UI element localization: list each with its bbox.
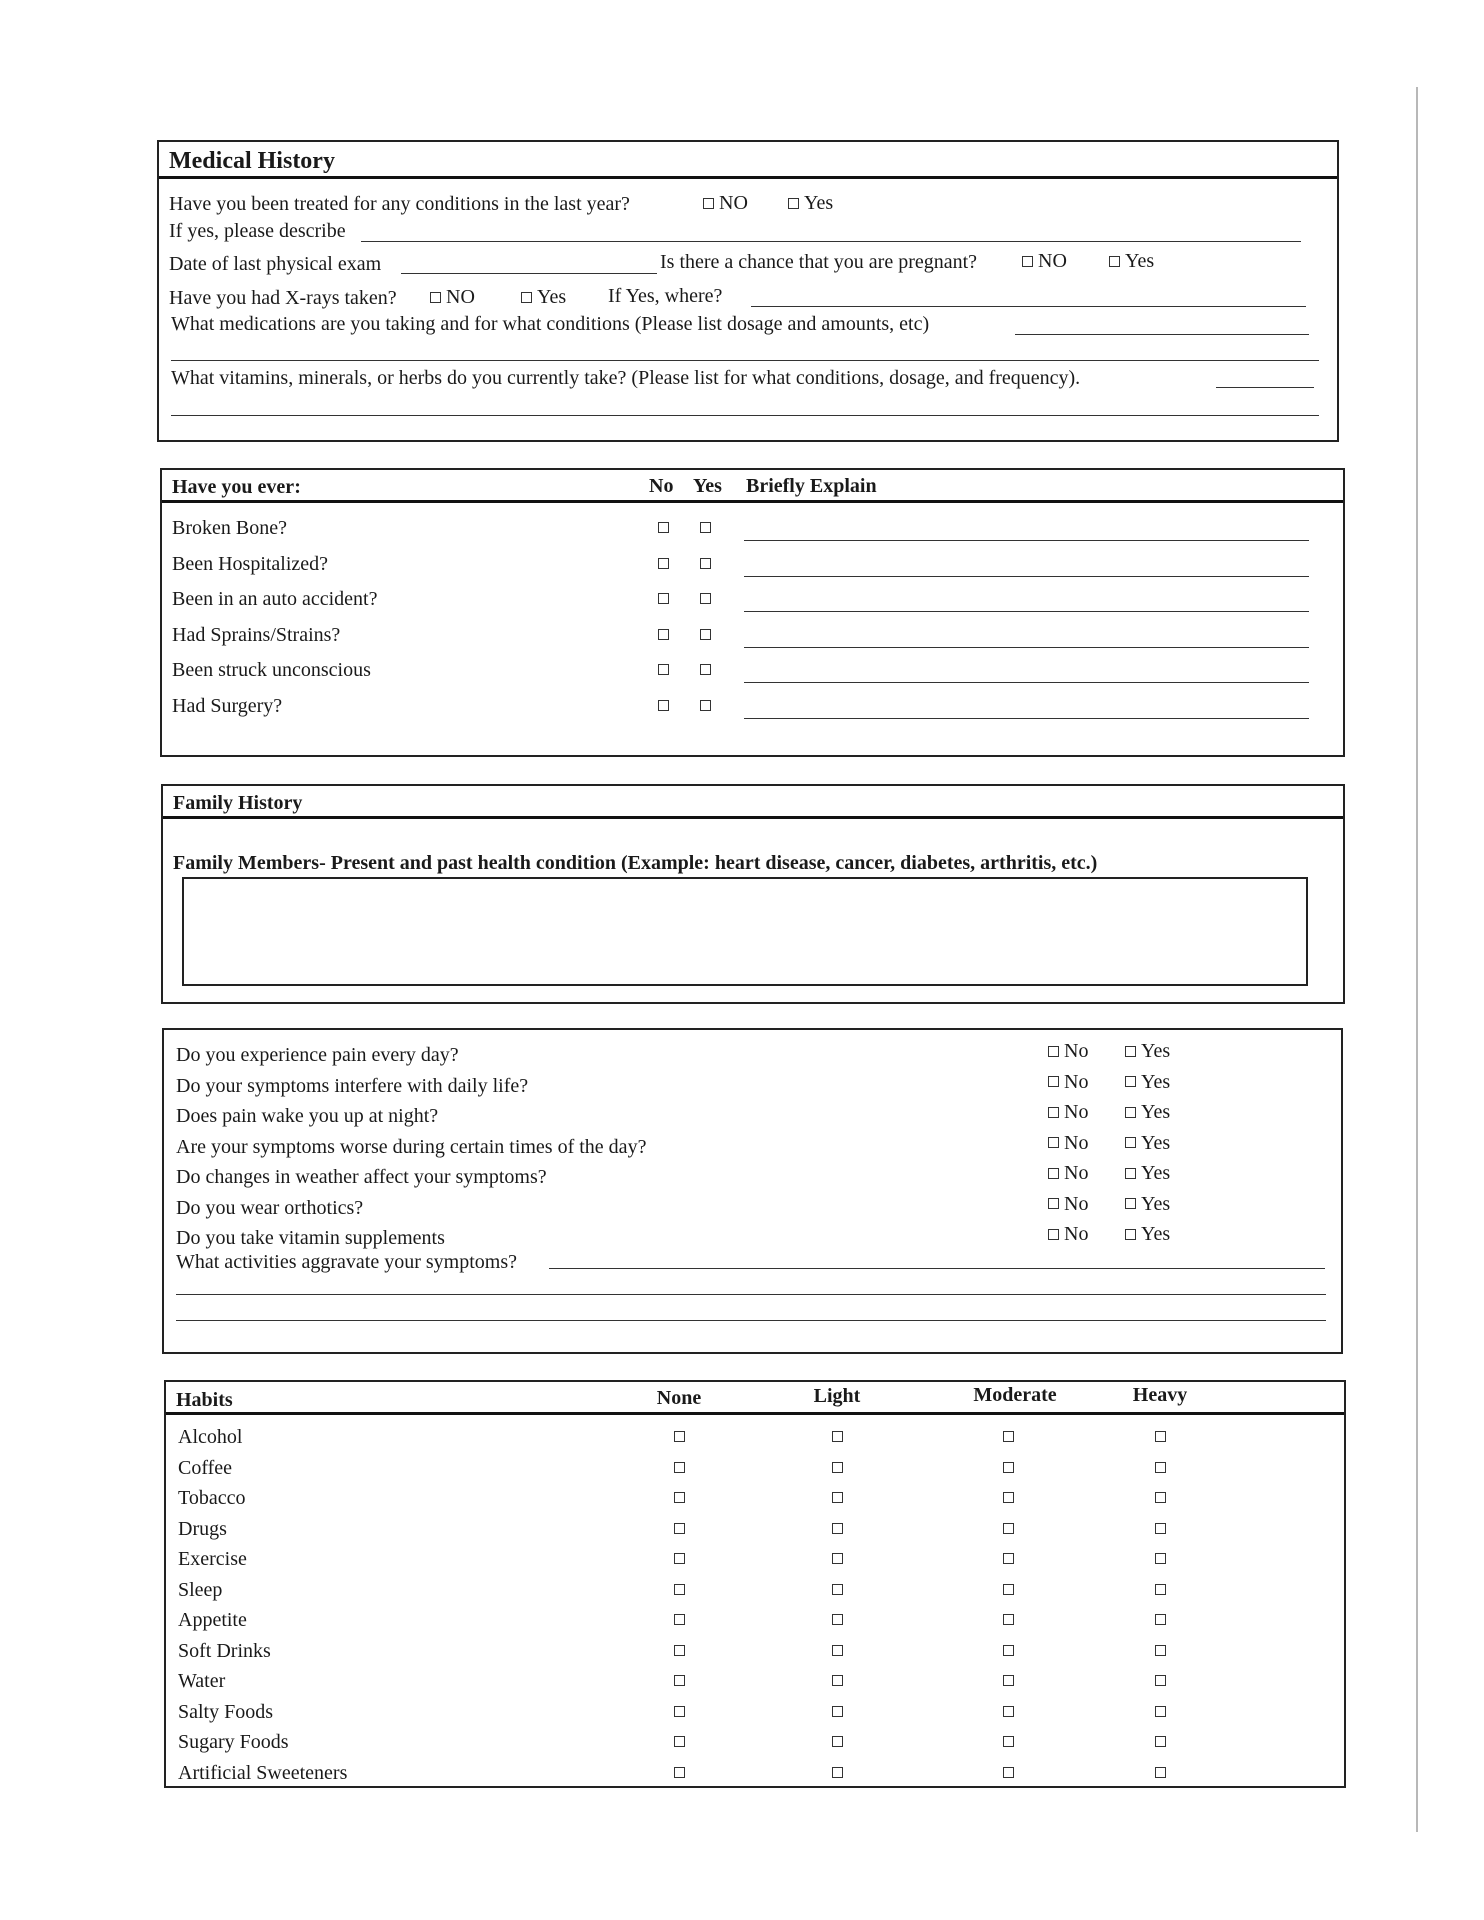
section-title: Habits xyxy=(176,1389,233,1411)
column-header-none: None xyxy=(656,1387,702,1409)
symptom-no-option[interactable]: No xyxy=(1048,1100,1088,1124)
habit-none-checkbox[interactable] xyxy=(674,1523,685,1534)
have-you-ever-no-checkbox[interactable] xyxy=(658,700,669,711)
have-you-ever-row-label: Been Hospitalized? xyxy=(172,552,329,575)
activities-line-3[interactable] xyxy=(176,1320,1326,1321)
habit-none-checkbox[interactable] xyxy=(674,1584,685,1595)
habit-none-checkbox[interactable] xyxy=(674,1431,685,1442)
checkbox[interactable] xyxy=(430,292,441,303)
section-title: Medical History xyxy=(169,148,335,174)
habit-heavy-checkbox[interactable] xyxy=(1155,1584,1166,1595)
medical-history-section xyxy=(157,140,1339,442)
habit-light-checkbox[interactable] xyxy=(832,1675,843,1686)
symptom-question: Do you wear orthotics? xyxy=(176,1196,364,1219)
symptom-question: Do changes in weather affect your symptoms? xyxy=(176,1166,547,1188)
checkbox[interactable] xyxy=(1125,1198,1136,1209)
habit-heavy-checkbox[interactable] xyxy=(1155,1736,1166,1747)
habit-light-checkbox[interactable] xyxy=(832,1736,843,1747)
question-aggravating-activities: What activities aggravate your symptoms? xyxy=(176,1251,518,1273)
have-you-ever-row-label: Had Surgery? xyxy=(172,694,283,717)
habit-label: Alcohol xyxy=(178,1426,243,1448)
habit-none-checkbox[interactable] xyxy=(674,1736,685,1747)
medications-line-2[interactable] xyxy=(171,360,1319,361)
column-header-heavy: Heavy xyxy=(1132,1384,1188,1406)
question-xrays-where: If Yes, where? xyxy=(608,285,723,307)
habit-moderate-checkbox[interactable] xyxy=(1003,1614,1014,1625)
question-vitamins: What vitamins, minerals, or herbs do you currently take? (Please list for what conditions, dosage, and frequency). xyxy=(171,367,1081,389)
vitamins-line-1[interactable] xyxy=(1216,387,1314,388)
describe-input-line[interactable] xyxy=(361,241,1301,242)
habit-light-checkbox[interactable] xyxy=(832,1614,843,1625)
habit-label: Appetite xyxy=(178,1609,247,1631)
habit-moderate-checkbox[interactable] xyxy=(1003,1645,1014,1656)
habit-none-checkbox[interactable] xyxy=(674,1767,685,1778)
habit-label: Soft Drinks xyxy=(178,1639,271,1662)
symptom-question: Does pain wake you up at night? xyxy=(176,1105,439,1127)
habit-moderate-checkbox[interactable] xyxy=(1003,1767,1014,1778)
symptom-yes-option[interactable]: Yes xyxy=(1125,1131,1170,1155)
habit-none-checkbox[interactable] xyxy=(674,1675,685,1686)
symptom-yes-option[interactable]: Yes xyxy=(1125,1222,1170,1246)
checkbox[interactable] xyxy=(1048,1076,1059,1087)
checkbox[interactable] xyxy=(1048,1198,1059,1209)
have-you-ever-no-checkbox[interactable] xyxy=(658,522,669,533)
xrays-yes-option[interactable]: Yes xyxy=(521,285,566,309)
habit-heavy-checkbox[interactable] xyxy=(1155,1614,1166,1625)
symptom-question: Are your symptoms worse during certain times of the day? xyxy=(176,1135,647,1158)
question-xrays: Have you had X-rays taken? xyxy=(169,287,397,309)
question-treated-last-year: Have you been treated for any conditions in the last year? xyxy=(169,193,630,215)
habit-light-checkbox[interactable] xyxy=(832,1767,843,1778)
symptom-question: Do you experience pain every day? xyxy=(176,1044,459,1066)
symptom-no-option[interactable]: No xyxy=(1048,1039,1088,1063)
have-you-ever-row-label: Been in an auto accident? xyxy=(172,588,378,610)
activities-line-2[interactable] xyxy=(176,1294,1326,1295)
habit-none-checkbox[interactable] xyxy=(674,1462,685,1473)
checkbox[interactable] xyxy=(521,292,532,303)
symptom-yes-option[interactable]: Yes xyxy=(1125,1070,1170,1094)
have-you-ever-yes-checkbox[interactable] xyxy=(700,593,711,604)
habit-moderate-checkbox[interactable] xyxy=(1003,1584,1014,1595)
habit-heavy-checkbox[interactable] xyxy=(1155,1462,1166,1473)
habit-none-checkbox[interactable] xyxy=(674,1553,685,1564)
habit-moderate-checkbox[interactable] xyxy=(1003,1553,1014,1564)
habit-moderate-checkbox[interactable] xyxy=(1003,1706,1014,1717)
symptom-question: Do you take vitamin supplements xyxy=(176,1227,445,1249)
have-you-ever-yes-checkbox[interactable] xyxy=(700,664,711,675)
habit-light-checkbox[interactable] xyxy=(832,1462,843,1473)
question-pregnant: Is there a chance that you are pregnant? xyxy=(660,251,978,273)
treated-no-option[interactable]: NO xyxy=(703,191,748,215)
habit-heavy-checkbox[interactable] xyxy=(1155,1767,1166,1778)
habit-none-checkbox[interactable] xyxy=(674,1614,685,1625)
checkbox[interactable] xyxy=(703,198,714,209)
have-you-ever-no-checkbox[interactable] xyxy=(658,629,669,640)
section-title: Family History xyxy=(173,792,303,814)
have-you-ever-explain-line[interactable] xyxy=(744,540,1309,541)
medical-history-header xyxy=(159,142,1337,179)
activities-line-1[interactable] xyxy=(549,1268,1325,1269)
habit-moderate-checkbox[interactable] xyxy=(1003,1462,1014,1473)
habit-heavy-checkbox[interactable] xyxy=(1155,1706,1166,1717)
habit-moderate-checkbox[interactable] xyxy=(1003,1492,1014,1503)
have-you-ever-explain-line[interactable] xyxy=(744,647,1309,648)
habit-moderate-checkbox[interactable] xyxy=(1003,1431,1014,1442)
column-header-briefly-explain: Briefly Explain xyxy=(746,475,877,497)
habit-label: Tobacco xyxy=(178,1487,246,1509)
symptom-no-option[interactable]: No xyxy=(1048,1131,1088,1155)
habit-label: Salty Foods xyxy=(178,1700,274,1723)
habit-light-checkbox[interactable] xyxy=(832,1645,843,1656)
page-edge-divider xyxy=(1416,87,1418,1832)
symptom-yes-option[interactable]: Yes xyxy=(1125,1100,1170,1124)
habit-light-checkbox[interactable] xyxy=(832,1492,843,1503)
symptom-yes-option[interactable]: Yes xyxy=(1125,1039,1170,1063)
habit-moderate-checkbox[interactable] xyxy=(1003,1736,1014,1747)
have-you-ever-explain-line[interactable] xyxy=(744,611,1309,612)
checkbox[interactable] xyxy=(1048,1229,1059,1240)
habits-header xyxy=(166,1382,1344,1415)
habit-label: Artificial Sweeteners xyxy=(178,1761,348,1784)
habit-light-checkbox[interactable] xyxy=(832,1523,843,1534)
habit-moderate-checkbox[interactable] xyxy=(1003,1523,1014,1534)
checkbox[interactable] xyxy=(1109,256,1120,267)
symptoms-section xyxy=(162,1028,1343,1354)
have-you-ever-explain-line[interactable] xyxy=(744,576,1309,577)
treated-yes-option[interactable]: Yes xyxy=(788,191,833,215)
question-describe: If yes, please describe xyxy=(169,220,346,242)
checkbox[interactable] xyxy=(788,198,799,209)
symptom-no-option[interactable]: No xyxy=(1048,1161,1088,1185)
have-you-ever-header xyxy=(162,470,1343,503)
column-header-no: No xyxy=(649,475,674,497)
habit-none-checkbox[interactable] xyxy=(674,1706,685,1717)
have-you-ever-no-checkbox[interactable] xyxy=(658,664,669,675)
habits-section xyxy=(164,1380,1346,1788)
habit-light-checkbox[interactable] xyxy=(832,1553,843,1564)
habit-heavy-checkbox[interactable] xyxy=(1155,1675,1166,1686)
have-you-ever-explain-line[interactable] xyxy=(744,718,1309,719)
habit-heavy-checkbox[interactable] xyxy=(1155,1645,1166,1656)
habit-label: Drugs xyxy=(178,1517,227,1540)
habit-moderate-checkbox[interactable] xyxy=(1003,1675,1014,1686)
checkbox[interactable] xyxy=(1125,1107,1136,1118)
habit-heavy-checkbox[interactable] xyxy=(1155,1523,1166,1534)
symptom-no-option[interactable]: No xyxy=(1048,1222,1088,1246)
symptom-no-option[interactable]: No xyxy=(1048,1192,1088,1216)
habit-light-checkbox[interactable] xyxy=(832,1706,843,1717)
habit-light-checkbox[interactable] xyxy=(832,1431,843,1442)
question-medications: What medications are you taking and for what conditions (Please list dosage and amounts, etc) xyxy=(171,313,930,335)
habit-label: Sleep xyxy=(178,1578,223,1601)
symptom-no-option[interactable]: No xyxy=(1048,1070,1088,1094)
symptom-yes-option[interactable]: Yes xyxy=(1125,1161,1170,1185)
column-header-yes: Yes xyxy=(693,475,722,497)
checkbox[interactable] xyxy=(1125,1168,1136,1179)
habit-label: Sugary Foods xyxy=(178,1731,289,1753)
habit-heavy-checkbox[interactable] xyxy=(1155,1431,1166,1442)
habit-none-checkbox[interactable] xyxy=(674,1645,685,1656)
family-history-textarea[interactable] xyxy=(182,877,1308,986)
habit-label: Exercise xyxy=(178,1548,247,1570)
habit-light-checkbox[interactable] xyxy=(832,1584,843,1595)
xrays-where-line[interactable] xyxy=(751,306,1306,307)
section-title: Have you ever: xyxy=(172,476,301,498)
have-you-ever-explain-line[interactable] xyxy=(744,682,1309,683)
have-you-ever-no-checkbox[interactable] xyxy=(658,593,669,604)
checkbox[interactable] xyxy=(1125,1229,1136,1240)
checkbox[interactable] xyxy=(1125,1076,1136,1087)
have-you-ever-row-label: Been struck unconscious xyxy=(172,659,371,681)
pregnant-no-option[interactable]: NO xyxy=(1022,249,1067,273)
habit-heavy-checkbox[interactable] xyxy=(1155,1553,1166,1564)
have-you-ever-row-label: Had Sprains/Strains? xyxy=(172,623,341,646)
checkbox[interactable] xyxy=(1022,256,1033,267)
pregnant-yes-option[interactable]: Yes xyxy=(1109,249,1154,273)
column-header-light: Light xyxy=(813,1385,861,1407)
last-physical-date-line[interactable] xyxy=(401,273,657,274)
checkbox[interactable] xyxy=(1048,1107,1059,1118)
family-history-header xyxy=(163,786,1343,819)
checkbox[interactable] xyxy=(1125,1046,1136,1057)
habit-label: Coffee xyxy=(178,1456,233,1479)
have-you-ever-yes-checkbox[interactable] xyxy=(700,558,711,569)
symptom-question: Do your symptoms interfere with daily life? xyxy=(176,1074,529,1097)
medications-line-1[interactable] xyxy=(1015,334,1309,335)
question-last-physical: Date of last physical exam xyxy=(169,253,382,275)
have-you-ever-yes-checkbox[interactable] xyxy=(700,700,711,711)
xrays-no-option[interactable]: NO xyxy=(430,285,475,309)
have-you-ever-section xyxy=(160,468,1345,757)
habit-label: Water xyxy=(178,1670,226,1692)
habit-heavy-checkbox[interactable] xyxy=(1155,1492,1166,1503)
have-you-ever-no-checkbox[interactable] xyxy=(658,558,669,569)
checkbox[interactable] xyxy=(1048,1046,1059,1057)
vitamins-line-2[interactable] xyxy=(171,415,1319,416)
have-you-ever-yes-checkbox[interactable] xyxy=(700,629,711,640)
column-header-moderate: Moderate xyxy=(973,1384,1057,1406)
have-you-ever-row-label: Broken Bone? xyxy=(172,517,287,539)
have-you-ever-yes-checkbox[interactable] xyxy=(700,522,711,533)
family-history-section xyxy=(161,784,1345,1004)
checkbox[interactable] xyxy=(1048,1168,1059,1179)
family-members-prompt: Family Members- Present and past health condition (Example: heart disease, cancer, diabetes, arthritis, etc.) xyxy=(173,852,1098,874)
checkbox[interactable] xyxy=(1048,1137,1059,1148)
symptom-yes-option[interactable]: Yes xyxy=(1125,1192,1170,1216)
habit-none-checkbox[interactable] xyxy=(674,1492,685,1503)
checkbox[interactable] xyxy=(1125,1137,1136,1148)
